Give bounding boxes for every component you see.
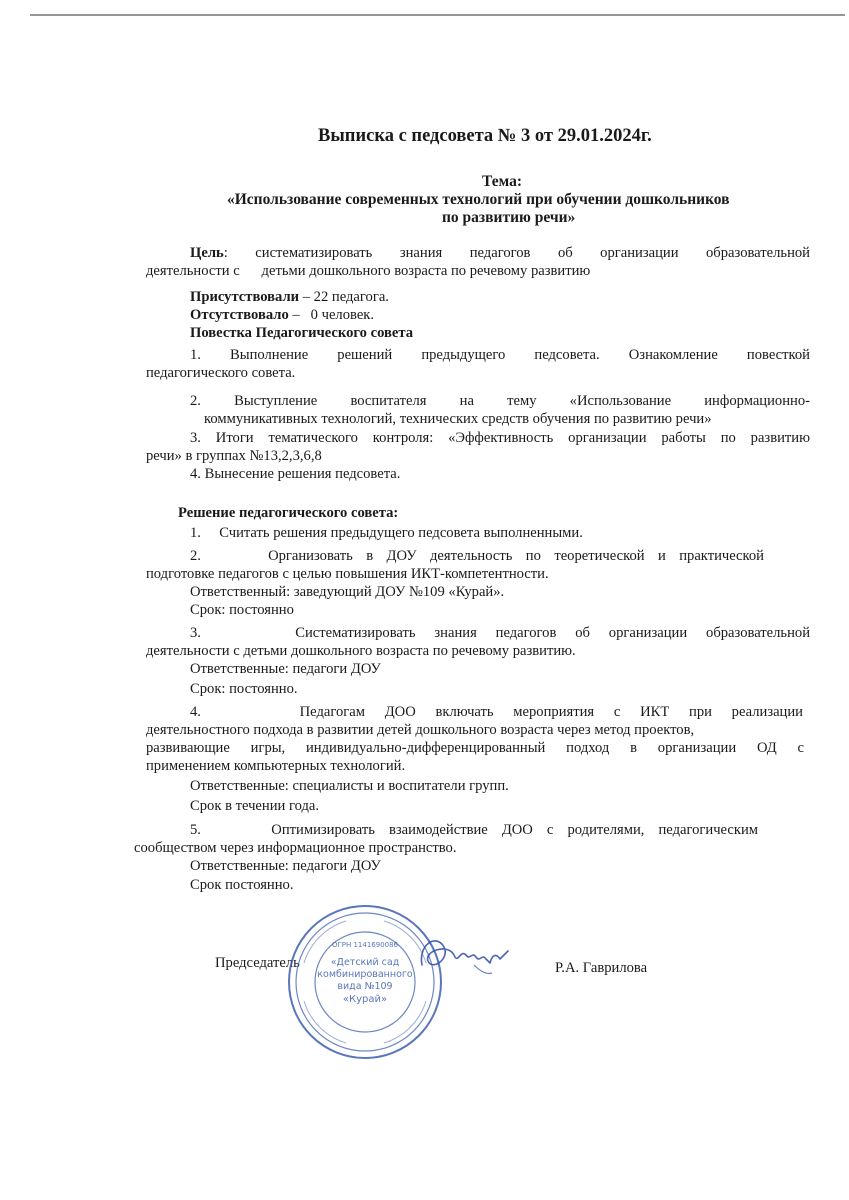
chairman-signature — [414, 925, 514, 985]
decision-5-line-2: сообществом через информационное пространство. — [134, 840, 457, 856]
decision-4-responsible: Ответственные: специалисты и воспитатели групп. — [190, 778, 509, 794]
absent-line — [190, 307, 374, 324]
decision-5-line-1: 5. Оптимизировать взаимодействие ДОО с родителями, педагогическим — [190, 822, 758, 838]
decision-3-line-1: 3. Систематизировать знания педагогов об организации образовательной — [190, 625, 810, 641]
present-text: – 22 педагога. — [299, 289, 389, 305]
goal-line-2: деятельности с детьми дошкольного возраста по речевому развитию — [146, 263, 591, 279]
decision-4-line-3: развивающие игры, индивидуально-дифференцированный подход в организации ОД с — [146, 740, 804, 756]
decision-2-line-1: 2. Организовать в ДОУ деятельность по теоретической и практической — [190, 548, 764, 564]
present-line — [190, 289, 389, 306]
goal-label: Цель — [190, 245, 224, 261]
present-label: Присутствовали — [190, 289, 300, 305]
agenda-item-1-line-2: педагогического совета. — [146, 365, 296, 381]
document-title: Выписка с педсовета № 3 от 29.01.2024г. — [318, 126, 652, 146]
agenda-heading: Повестка Педагогического совета — [190, 325, 414, 341]
decision-4-line-4: применением компьютерных технологий. — [146, 758, 406, 774]
theme-label: Тема: — [482, 173, 522, 190]
chairman-name: Р.А. Гаврилова — [555, 960, 648, 976]
goal-text: : систематизировать знания педагогов об организации образовательной — [223, 245, 810, 261]
decision-heading: Решение педагогического совета: — [178, 505, 399, 521]
decision-4-term: Срок в течении года. — [190, 798, 320, 814]
decision-3-responsible: Ответственные: педагоги ДОУ — [190, 661, 381, 677]
decision-2-term: Срок: постоянно — [190, 602, 294, 618]
chairman-label: Председатель — [215, 955, 300, 971]
decision-4-line-1: 4. Педагогам ДОО включать мероприятия с ИКТ при реализации — [190, 704, 803, 720]
absent-label: Отсутствовало — [190, 307, 289, 323]
stamp-line-1: «Детский сад — [330, 957, 400, 968]
decision-5-term: Срок постоянно. — [190, 877, 294, 893]
decision-5-responsible: Ответственные: педагоги ДОУ — [190, 858, 381, 874]
agenda-item-3-line-1: 3. Итоги тематического контроля: «Эффективность организации работы по развитию — [190, 430, 810, 446]
agenda-item-3-line-2: речи» в группах №13,2,3,6,8 — [146, 448, 322, 464]
theme-line-2: по развитию речи» — [442, 209, 576, 226]
stamp-line-3: вида №109 — [337, 981, 393, 992]
theme-line-1: «Использование современных технологий при обучении дошкольников — [227, 191, 730, 208]
decision-2-responsible: Ответственный: заведующий ДОУ №109 «Курай». — [190, 584, 505, 600]
stamp-line-4: «Курай» — [342, 994, 388, 1005]
decision-1: 1. Считать решения предыдущего педсовета выполненными. — [190, 525, 583, 541]
decision-2-line-2: подготовке педагогов с целью повышения ИКТ-компетентности. — [146, 566, 549, 582]
decision-3-term: Срок: постоянно. — [190, 681, 298, 697]
decision-3-line-2: деятельности с детьми дошкольного возраста по речевому развитию. — [146, 643, 576, 659]
decision-4-line-2: деятельностного подхода в развитии детей дошкольного возраста через метод проектов, — [146, 722, 695, 738]
goal-line-1 — [190, 245, 810, 262]
agenda-item-4: 4. Вынесение решения педсовета. — [190, 466, 401, 482]
stamp-line-2: комбинированного — [317, 969, 413, 980]
agenda-item-2-line-1: 2. Выступление воспитателя на тему «Использование информационно- — [190, 393, 810, 409]
scan-top-edge — [30, 14, 845, 16]
absent-text: – 0 человек. — [288, 307, 375, 323]
agenda-item-1-line-1: 1. Выполнение решений предыдущего педсовета. Ознакомление повесткой — [190, 347, 810, 363]
agenda-item-2-line-2: коммуникативных технологий, технических средств обучения по развитию речи» — [204, 411, 712, 427]
stamp-ogrn: ОГРН 1141690086 — [331, 941, 399, 949]
